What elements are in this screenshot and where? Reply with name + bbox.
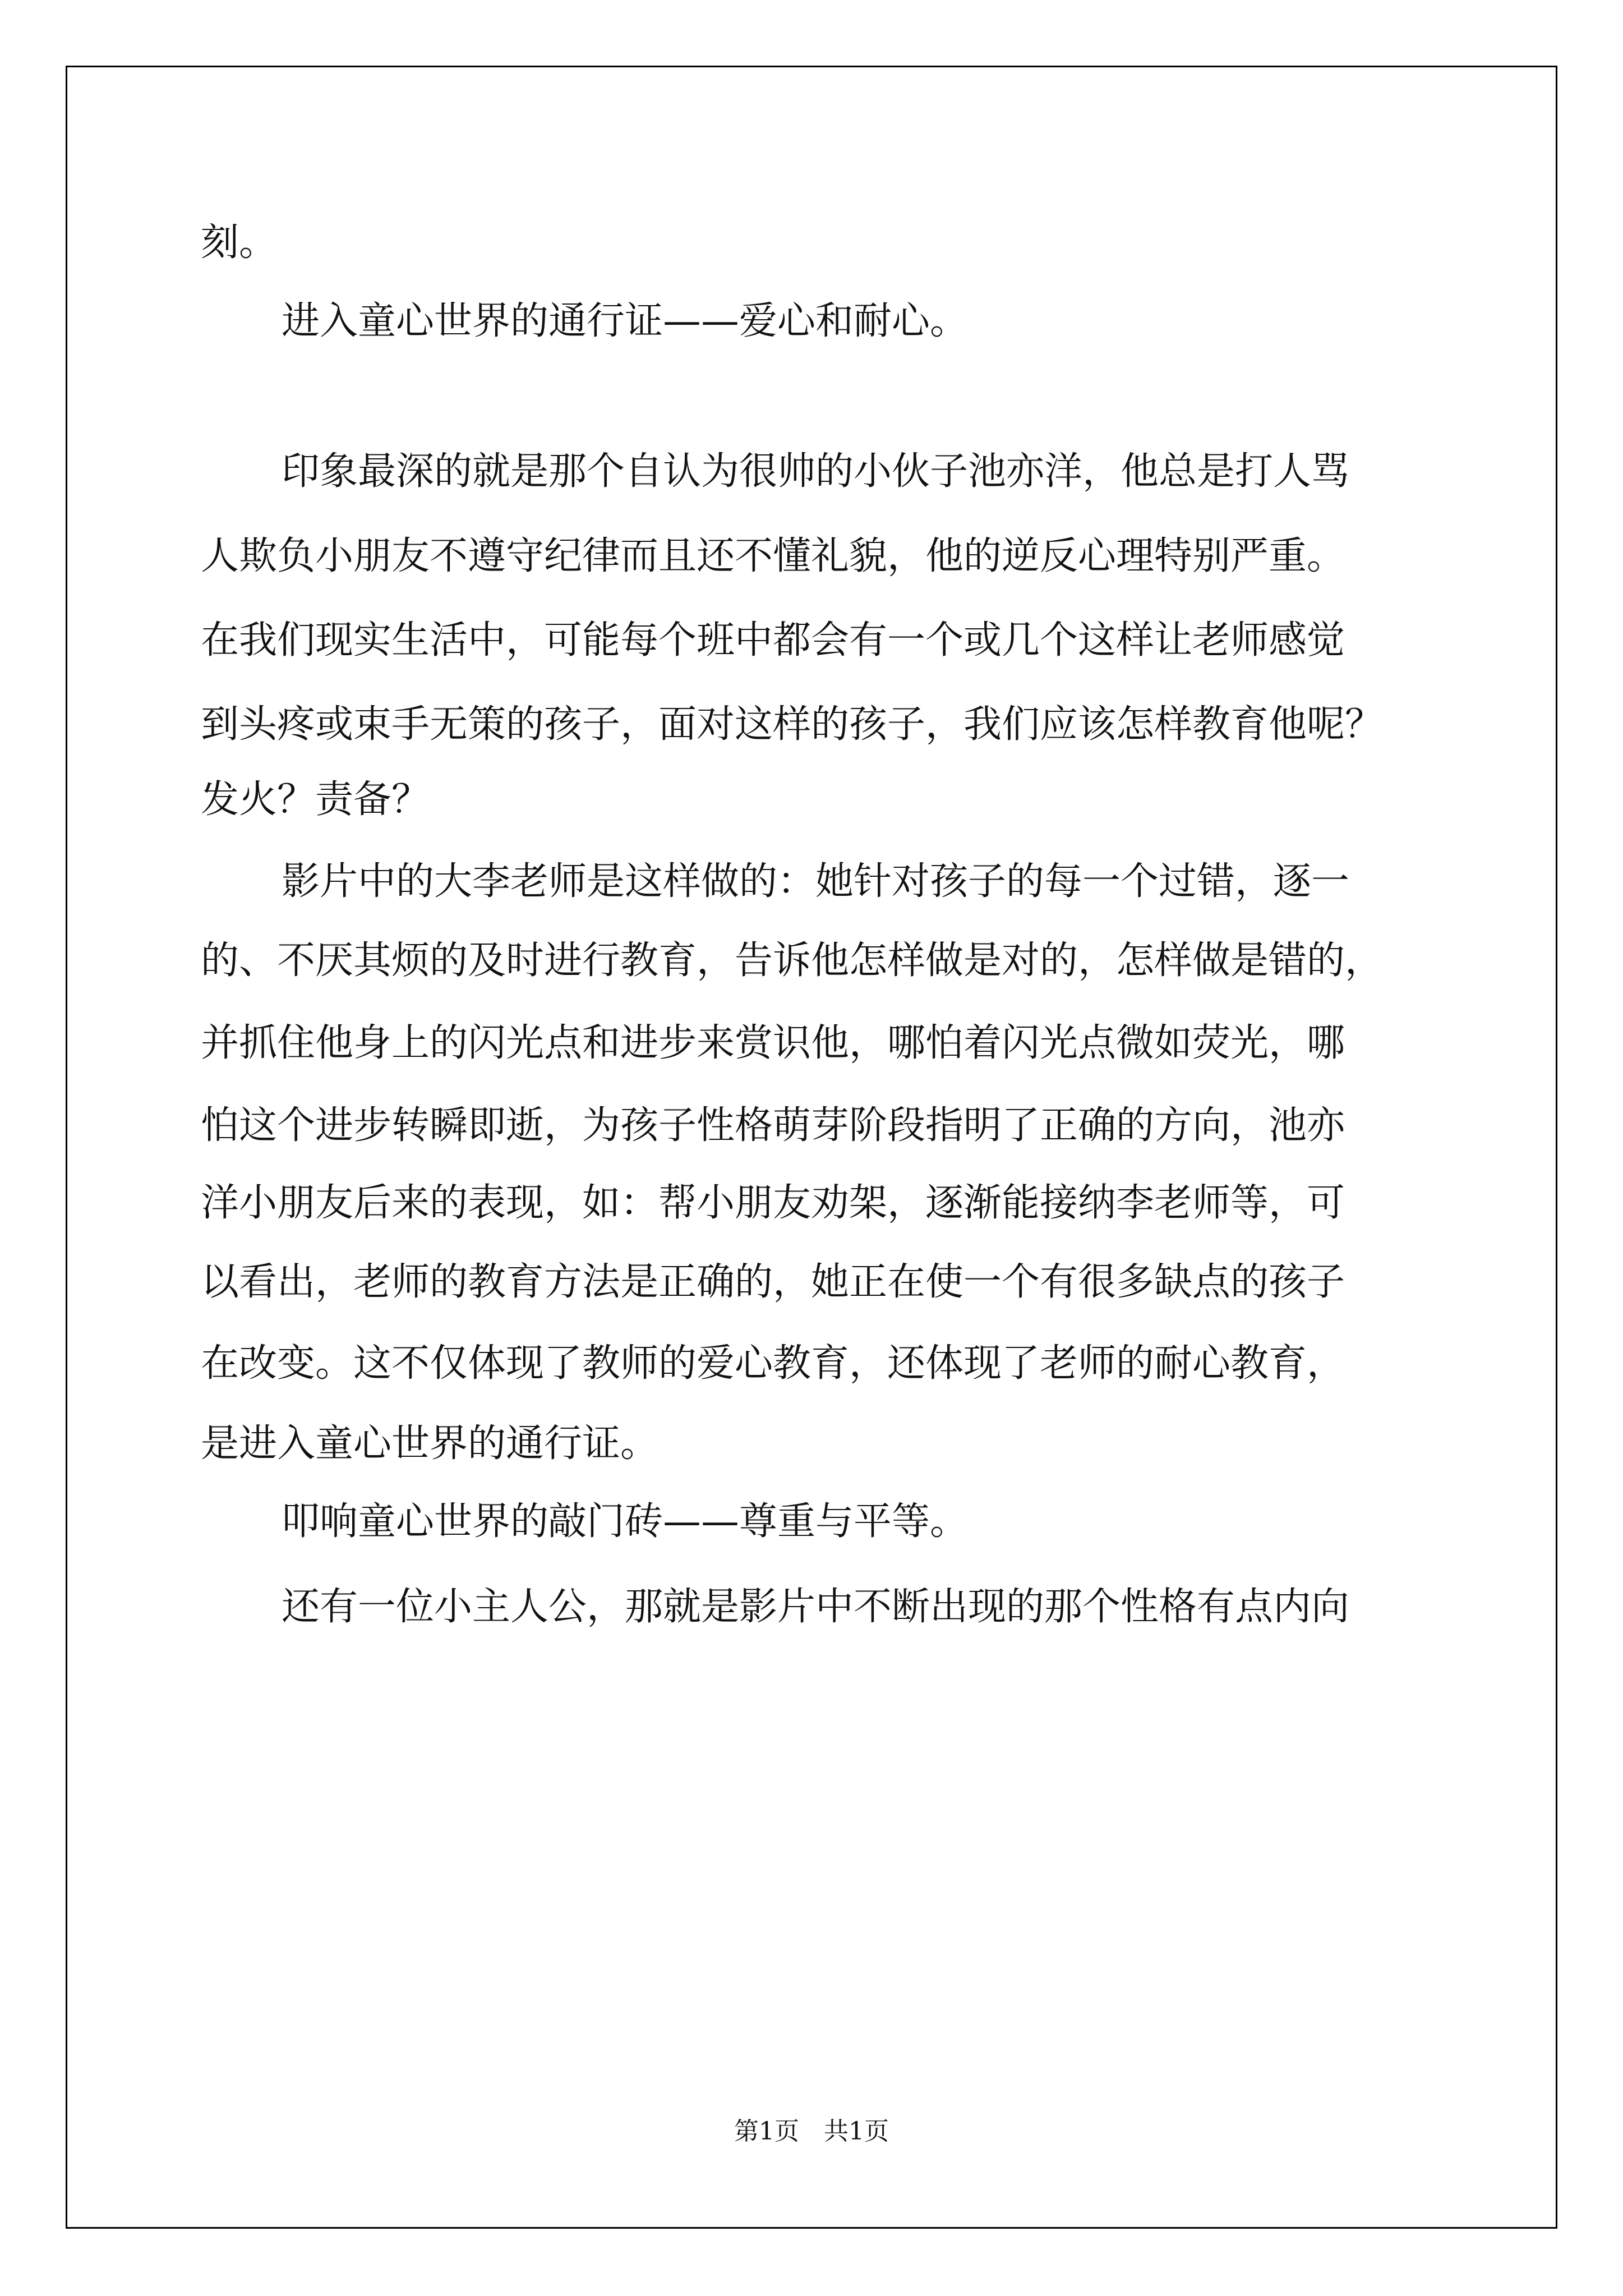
text-line: 印象最深的就是那个自认为很帅的小伙子池亦洋，他总是打人骂 (282, 449, 1350, 494)
text-line: 影片中的大李老师是这样做的：她针对孩子的每一个过错，逐一 (282, 859, 1350, 904)
text-line: 在我们现实生活中，可能每个班中都会有一个或几个这样让老师感觉 (201, 618, 1345, 662)
text-line: 是进入童心世界的通行证。 (201, 1421, 659, 1466)
text-line: 并抓住他身上的闪光点和进步来赏识他，哪怕着闪光点微如荧光，哪 (201, 1021, 1345, 1065)
section-heading: 进入童心世界的通行证——爱心和耐心。 (282, 299, 969, 343)
text-line: 洋小朋友后来的表现，如：帮小朋友劝架，逐渐能接纳李老师等，可 (201, 1181, 1345, 1225)
text-line: 在改变。这不仅体现了教师的爱心教育，还体现了老师的耐心教育， (201, 1341, 1345, 1386)
text-line: 以看出，老师的教育方法是正确的，她正在使一个有很多缺点的孩子 (201, 1260, 1345, 1304)
text-line: 到头疼或束手无策的孩子，面对这样的孩子，我们应该怎样教育他呢？ (201, 702, 1384, 747)
text-line: 的、不厌其烦的及时进行教育，告诉他怎样做是对的，怎样做是错的， (201, 938, 1384, 983)
text-line: 还有一位小主人公，那就是影片中不断出现的那个性格有点内向 (282, 1585, 1350, 1629)
text-line: 怕这个进步转瞬即逝，为孩子性格萌芽阶段指明了正确的方向，池亦 (201, 1103, 1345, 1148)
section-heading: 叩响童心世界的敲门砖——尊重与平等。 (282, 1499, 969, 1544)
page-number: 第1页 共1页 (734, 2117, 889, 2146)
text-line: 刻。 (201, 220, 278, 265)
text-line: 人欺负小朋友不遵守纪律而且还不懂礼貌，他的逆反心理特别严重。 (201, 534, 1345, 578)
text-line: 发火？责备？ (201, 777, 430, 822)
